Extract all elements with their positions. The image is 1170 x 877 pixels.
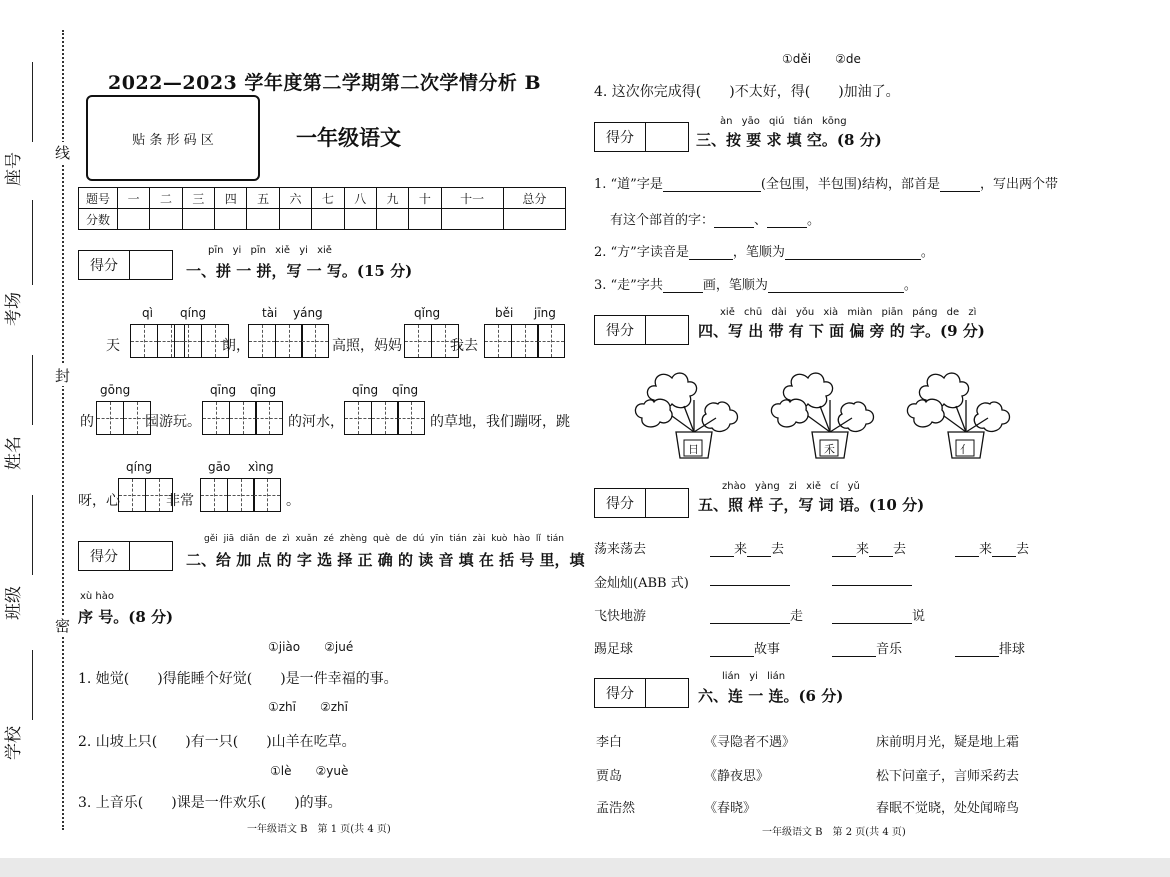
s3-q2-text-b: ，笔顺为: [732, 245, 785, 260]
score-box-blank[interactable]: [646, 489, 688, 517]
s3-q1-text-a: 1. “道”字是: [594, 177, 663, 192]
s5-row1-item3: [955, 538, 1029, 557]
score-col: 九: [376, 188, 408, 209]
score-box-3: [594, 122, 689, 152]
radical-2: 禾: [824, 443, 835, 456]
score-cell[interactable]: [118, 209, 150, 230]
exam-room-line[interactable]: [32, 200, 33, 285]
s5-row3-item2: [832, 605, 925, 624]
footer-right: 一年级语文 B 第 2 页(共 4 页): [762, 827, 906, 838]
score-box-blank[interactable]: [646, 123, 688, 151]
class-line[interactable]: [32, 495, 33, 575]
s5-row4-item2: [832, 638, 902, 657]
s5-char: 音乐: [876, 642, 903, 657]
score-col: 四: [215, 188, 247, 209]
score-box-5: [594, 488, 689, 518]
s1-l3-grid1[interactable]: [118, 478, 171, 512]
s6-line-2[interactable]: 松下问童子，言师采药去: [876, 769, 1020, 784]
score-cell[interactable]: [376, 209, 408, 230]
score-box-6: [594, 678, 689, 708]
s3-q2-blank1[interactable]: [689, 245, 733, 260]
blank[interactable]: [747, 542, 771, 557]
s2-q4: 4. 这次你完成得( )不太好，得( )加油了。: [594, 84, 900, 100]
section4-pinyin: xiě chū dài yǒu xià miàn piān páng de zì: [720, 307, 977, 318]
s3-q1-text-c: ，写出两个带: [979, 177, 1058, 192]
s6-poem-2[interactable]: 《静夜思》: [704, 769, 770, 784]
section6-pinyin: lián yi lián: [722, 671, 786, 682]
s1-l2-word1: 的: [80, 414, 94, 430]
s1-l2-py5: qīng: [392, 383, 419, 397]
s1-l1-grid2[interactable]: [174, 324, 227, 358]
s1-l3-py2: gāo: [208, 460, 231, 474]
score-box-label: 得分: [79, 542, 130, 570]
s3-q3-text-c: 。: [903, 278, 917, 293]
section5-pinyin: zhào yàng zi xiě cí yǔ: [722, 481, 860, 492]
s1-l2-grid1[interactable]: [96, 401, 149, 435]
s3-q3: [594, 274, 917, 293]
s6-author-2[interactable]: 贾岛: [596, 769, 623, 784]
blank[interactable]: [710, 609, 790, 624]
section4-title: 四、写 出 带 有 下 面 偏 旁 的 字。(9 分): [698, 322, 985, 340]
score-col: 三: [182, 188, 214, 209]
s3-q3-blank1[interactable]: [663, 278, 703, 293]
score-col: 六: [279, 188, 311, 209]
blank[interactable]: [955, 642, 999, 657]
blank[interactable]: [869, 542, 893, 557]
s1-l1-py6: běi: [495, 306, 514, 320]
blank[interactable]: [955, 542, 979, 557]
s6-poem-1[interactable]: 《寻隐者不遇》: [704, 735, 796, 750]
section2-pinyin: gěi jiā diǎn de zì xuǎn zé zhèng què de dú yīn tián zài kuò hào lǐ tián: [204, 534, 564, 544]
score-box-label: 得分: [595, 316, 646, 344]
s1-l2-word2: 园游玩。: [145, 414, 201, 430]
school-label: 学校: [4, 726, 24, 760]
s6-author-1[interactable]: 李白: [596, 735, 623, 750]
seat-line[interactable]: [32, 62, 33, 142]
s1-l1-py3: tài: [262, 306, 278, 320]
s3-q1-line1: [594, 173, 1058, 192]
score-cell[interactable]: [441, 209, 503, 230]
s1-l2-word3: 的河水，: [288, 414, 344, 430]
section1-title: 一、拼 一 拼，写 一 写。(15 分): [186, 262, 413, 280]
s1-l1-py7: jīng: [534, 306, 556, 320]
score-box-label: 得分: [595, 123, 646, 151]
s5-char: 来: [856, 542, 870, 557]
s5-row2-blank2[interactable]: [832, 571, 912, 586]
s3-q2-blank2[interactable]: [785, 245, 921, 260]
score-col: 一: [118, 188, 150, 209]
s1-l2-py1: gōng: [100, 383, 131, 397]
score-box-label: 得分: [595, 489, 646, 517]
seat-label: 座号: [4, 152, 24, 186]
s2-q2: 2. 山坡上只( )有一只( )山羊在吃草。: [78, 734, 356, 750]
s1-l1-word1: 天: [106, 338, 120, 354]
score-box-label: 得分: [595, 679, 646, 707]
s1-l2-grid3[interactable]: [344, 401, 424, 435]
score-col: 十: [409, 188, 441, 209]
s1-l3-py1: qíng: [126, 460, 153, 474]
score-col: 十一: [441, 188, 503, 209]
s5-char: 去: [771, 542, 785, 557]
score-box-blank[interactable]: [130, 251, 172, 279]
s5-char: 去: [1016, 542, 1030, 557]
score-col: 八: [344, 188, 376, 209]
s3-q1-text-d: 有这个部首的字：: [610, 213, 715, 228]
blank[interactable]: [832, 542, 856, 557]
s2-q4-options: ①děi ②de: [782, 52, 861, 66]
s5-char: 说: [912, 609, 926, 624]
score-col: 七: [312, 188, 344, 209]
radical-1: 日: [688, 443, 699, 456]
name-label: 姓名: [4, 436, 24, 470]
s2-q3-options: ①lè ②yuè: [270, 764, 349, 778]
s6-author-3[interactable]: 孟浩然: [596, 801, 636, 816]
s1-l3-word1: 呀，心: [78, 493, 120, 509]
score-cell[interactable]: [503, 209, 565, 230]
section3-pinyin: àn yāo qiú tián kōng: [720, 116, 847, 127]
radical-3: 亻: [960, 443, 971, 456]
score-box-blank[interactable]: [646, 679, 688, 707]
footer-left: 一年级语文 B 第 1 页(共 4 页): [247, 824, 391, 835]
s1-l1-py5: qǐng: [414, 306, 441, 320]
name-line[interactable]: [32, 355, 33, 425]
s1-l1-word3: 高照，妈妈: [332, 338, 402, 354]
s1-l2-py2: qīng: [210, 383, 237, 397]
s5-char: 故事: [754, 642, 781, 657]
s5-char: 走: [790, 609, 804, 624]
blank[interactable]: [992, 542, 1016, 557]
score-box-label: 得分: [79, 251, 130, 279]
s5-row2-label: 金灿灿(ABB 式): [594, 576, 689, 591]
s5-row4-label: 踢足球: [594, 642, 634, 657]
s3-q1-line2: [610, 209, 820, 228]
score-table: [78, 187, 566, 230]
exam-room-label: 考场: [4, 292, 24, 326]
s3-q1-blank2[interactable]: [940, 177, 980, 192]
s1-l1-py4: yáng: [293, 306, 323, 320]
s1-l2-py4: qīng: [352, 383, 379, 397]
section5-title: 五、照 样 子，写 词 语。(10 分): [698, 496, 925, 514]
section6-title: 六、连 一 连。(6 分): [698, 687, 844, 705]
class-label: 班级: [4, 586, 24, 620]
section2-pinyin2: xù hào: [80, 591, 115, 602]
score-table-row-label: 分数: [79, 209, 118, 230]
s1-l1-word2: 朗，: [222, 338, 250, 354]
score-cell[interactable]: [344, 209, 376, 230]
s3-q1-blank1[interactable]: [663, 177, 761, 192]
score-box-2: [78, 541, 173, 571]
score-col: 总分: [503, 188, 565, 209]
score-cell[interactable]: [182, 209, 214, 230]
score-box-blank[interactable]: [646, 316, 688, 344]
blank[interactable]: [710, 642, 754, 657]
score-cell[interactable]: [247, 209, 279, 230]
barcode-area-label: 贴 条 形 码 区: [132, 132, 214, 148]
school-line[interactable]: [32, 650, 33, 720]
score-cell[interactable]: [279, 209, 311, 230]
seal-char-2: 封: [55, 367, 71, 385]
barcode-area: [86, 95, 260, 181]
blank[interactable]: [710, 542, 734, 557]
s3-q2: [594, 241, 934, 260]
s1-l3-py3: xìng: [248, 460, 274, 474]
s1-l2-grid2[interactable]: [202, 401, 282, 435]
s3-q1-blank3[interactable]: [714, 213, 754, 228]
s5-row1-label: 荡来荡去: [594, 542, 647, 557]
score-cell[interactable]: [312, 209, 344, 230]
section2-title: 二、给 加 点 的 字 选 择 正 确 的 读 音 填 在 括 号 里，填: [186, 551, 585, 569]
s1-l1-py1: qì: [142, 306, 153, 320]
s5-row1-item1: [710, 538, 784, 557]
s5-row2-blank1[interactable]: [710, 571, 790, 586]
score-box-blank[interactable]: [130, 542, 172, 570]
s1-l1-py2: qíng: [180, 306, 207, 320]
s2-q2-options: ①zhī ②zhī: [268, 700, 348, 714]
s5-char: 来: [979, 542, 993, 557]
s3-q2-text-c: 。: [920, 245, 934, 260]
s5-row4-item1: [710, 638, 780, 657]
s1-l2-py3: qīng: [250, 383, 277, 397]
s2-q3: 3. 上音乐( )课是一件欢乐( )的事。: [78, 795, 342, 811]
blank[interactable]: [832, 609, 912, 624]
score-cell[interactable]: [150, 209, 182, 230]
score-cell[interactable]: [215, 209, 247, 230]
score-col: 五: [247, 188, 279, 209]
s1-l1-word4: 我去: [450, 338, 478, 354]
score-col: 二: [150, 188, 182, 209]
s3-q1-text-f: 。: [807, 213, 821, 228]
s5-char: 去: [893, 542, 907, 557]
s1-l2-word4: 的草地，我们蹦呀，跳: [430, 414, 570, 430]
score-cell[interactable]: [409, 209, 441, 230]
s5-row3-label: 飞快地游: [594, 609, 647, 624]
s3-q3-text-b: 画，笔顺为: [702, 278, 768, 293]
s2-q1: 1. 她觉( )得能睡个好觉( )是一件幸福的事。: [78, 671, 398, 687]
subject-title: 一年级语文: [296, 125, 401, 150]
s1-l3-word2: 非常: [166, 493, 194, 509]
score-table-header: 题号: [79, 188, 118, 209]
seal-char-3: 密: [55, 617, 71, 635]
s5-char: 排球: [999, 642, 1026, 657]
score-box-4: [594, 315, 689, 345]
s3-q2-text-a: 2. “方”字读音是: [594, 245, 689, 260]
s6-line-3[interactable]: 春眠不觉晓，处处闻啼鸟: [876, 801, 1020, 816]
section1-pinyin: pīn yi pīn xiě yi xiě: [208, 245, 332, 256]
score-box-1: [78, 250, 173, 280]
s6-line-1[interactable]: 床前明月光，疑是地上霜: [876, 735, 1020, 750]
s5-char: 来: [734, 542, 748, 557]
s5-row1-item2: [832, 538, 906, 557]
s1-l1-grid3[interactable]: [248, 324, 328, 358]
s1-l3-grid2[interactable]: [200, 478, 280, 512]
bottom-strip: [0, 858, 1170, 877]
section3-title: 三、按 要 求 填 空。(8 分): [696, 131, 882, 149]
s3-q1-text-b: (全包围，半包围)结构，部首是: [760, 177, 940, 192]
s1-l1-grid5[interactable]: [484, 324, 564, 358]
exam-title: 2022—2023 学年度第二学期第二次学情分析 B: [108, 72, 542, 94]
s2-q1-options: ①jiào ②jué: [268, 640, 354, 654]
s6-poem-3[interactable]: 《春晓》: [704, 801, 757, 816]
s5-row3-item1: [710, 605, 803, 624]
seal-char-1: 线: [55, 144, 71, 162]
s1-l3-word3: 。: [286, 493, 300, 509]
s5-row4-item3: [955, 638, 1025, 657]
section2-title2: 序 号。(8 分): [78, 608, 174, 626]
s3-q3-text-a: 3. “走”字共: [594, 278, 663, 293]
s3-q1-blank4[interactable]: [767, 213, 807, 228]
s3-q3-blank2[interactable]: [768, 278, 904, 293]
blank[interactable]: [832, 642, 876, 657]
s3-q1-text-e: 、: [754, 213, 768, 228]
